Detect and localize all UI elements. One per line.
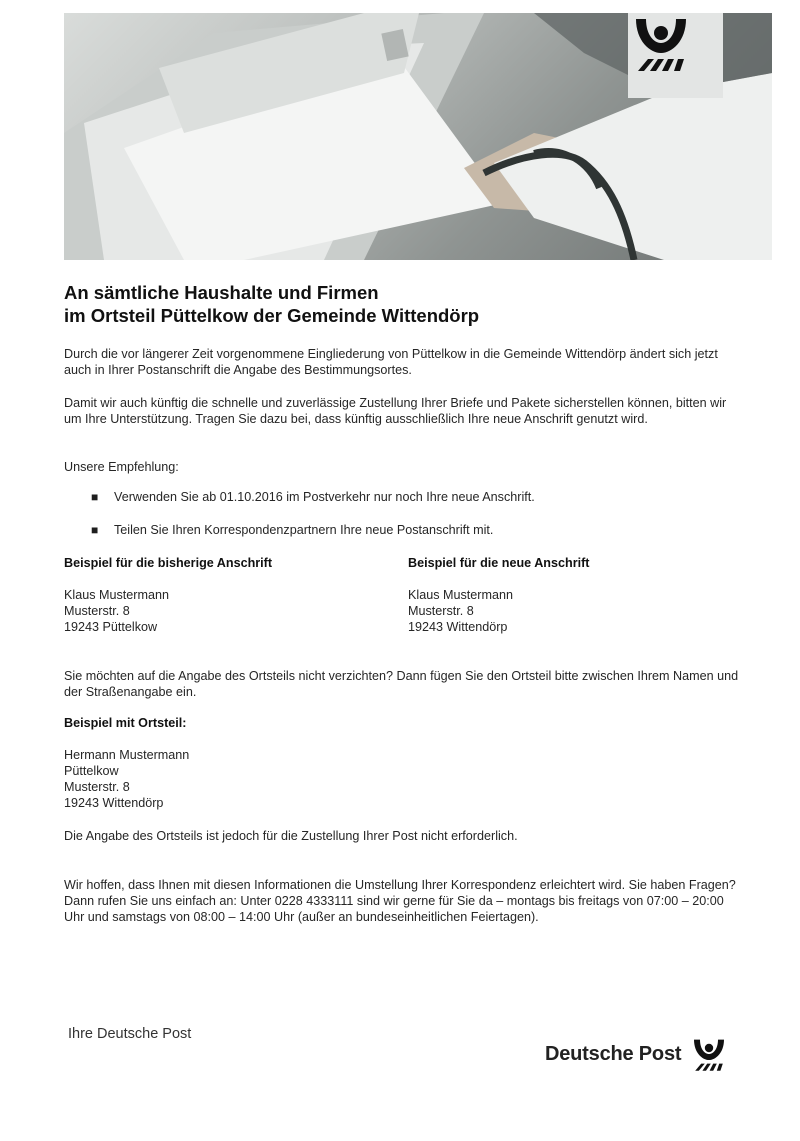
- address-line: Musterstr. 8: [64, 604, 130, 618]
- address-line: Klaus Mustermann: [64, 588, 169, 602]
- posthorn-icon: [689, 1036, 729, 1072]
- bullet-item-1: Verwenden Sie ab 01.10.2016 im Postverkehr nur noch Ihre neue Anschrift.: [114, 490, 535, 504]
- ortsteil-note: Sie möchten auf die Angabe des Ortsteils nicht verzichten? Dann fügen Sie den Ortsteil bitte zwischen Ihrem Namen und der Straßenangabe ein.: [64, 669, 739, 699]
- address-line: Hermann Mustermann: [64, 748, 190, 762]
- signature: Ihre Deutsche Post: [68, 1026, 192, 1042]
- address-line: 19243 Püttelkow: [64, 620, 158, 634]
- intro-paragraph-2: Damit wir auch künftig die schnelle und zuverlässige Zustellung Ihrer Briefe und Pakete sicherstellen können, bitten wir um Ihre Unterstützung. Tragen Sie dazu bei, dass künftig ausschließlich Ihre neue Anschrift genutzt wird.: [64, 396, 727, 426]
- brand-name: Deutsche Post: [545, 1042, 682, 1065]
- address-line: Musterstr. 8: [408, 604, 474, 618]
- address-line: Püttelkow: [64, 764, 119, 778]
- bullet-item-2: Teilen Sie Ihren Korrespondenzpartnern Ihre neue Postanschrift mit.: [114, 523, 494, 537]
- address-line: 19243 Wittendörp: [64, 796, 164, 810]
- recommendation-label: Unsere Empfehlung:: [64, 460, 179, 474]
- bullet-icon: ■: [91, 490, 99, 504]
- example-ortsteil-address: [64, 747, 189, 811]
- example-old-title: Beispiel für die bisherige Anschrift: [64, 556, 273, 570]
- address-line: 19243 Wittendörp: [408, 620, 508, 634]
- example-new-title: Beispiel für die neue Anschrift: [408, 556, 590, 570]
- posthorn-icon: [628, 13, 694, 73]
- example-ortsteil-title: Beispiel mit Ortsteil:: [64, 716, 187, 730]
- deutsche-post-logo: [545, 1036, 729, 1072]
- header-logo: [628, 13, 723, 98]
- example-old-address: [64, 587, 169, 635]
- page-title: [64, 281, 744, 327]
- title-line-1: An sämtliche Haushalte und Firmen: [64, 282, 379, 303]
- example-new-address: [408, 587, 513, 635]
- address-line: Klaus Mustermann: [408, 588, 513, 602]
- title-line-2: im Ortsteil Püttelkow der Gemeinde Wittendörp: [64, 305, 480, 326]
- header-photo: [64, 13, 772, 260]
- intro-paragraph-1: Durch die vor längerer Zeit vorgenommene Eingliederung von Püttelkow in die Gemeinde Wittendörp ändert sich jetzt auch in Ihrer Postanschrift die Angabe des Bestimmungsortes.: [64, 347, 718, 377]
- bullet-icon: ■: [91, 523, 99, 537]
- not-required-note: Die Angabe des Ortsteils ist jedoch für die Zustellung Ihrer Post nicht erforderlich.: [64, 829, 518, 843]
- address-line: Musterstr. 8: [64, 780, 130, 794]
- closing-paragraph: Wir hoffen, dass Ihnen mit diesen Informationen die Umstellung Ihrer Korrespondenz erleichtert wird. Sie haben Fragen? Dann rufen Sie uns einfach an: Unter 0228 4333111 sind wir gerne für Sie da – montags bis freitags von 07:00 – 20:00 Uhr und samstags von 08:00 – 14:00 Uhr (außer an bundeseinheitlichen Feiertagen).: [64, 878, 736, 924]
